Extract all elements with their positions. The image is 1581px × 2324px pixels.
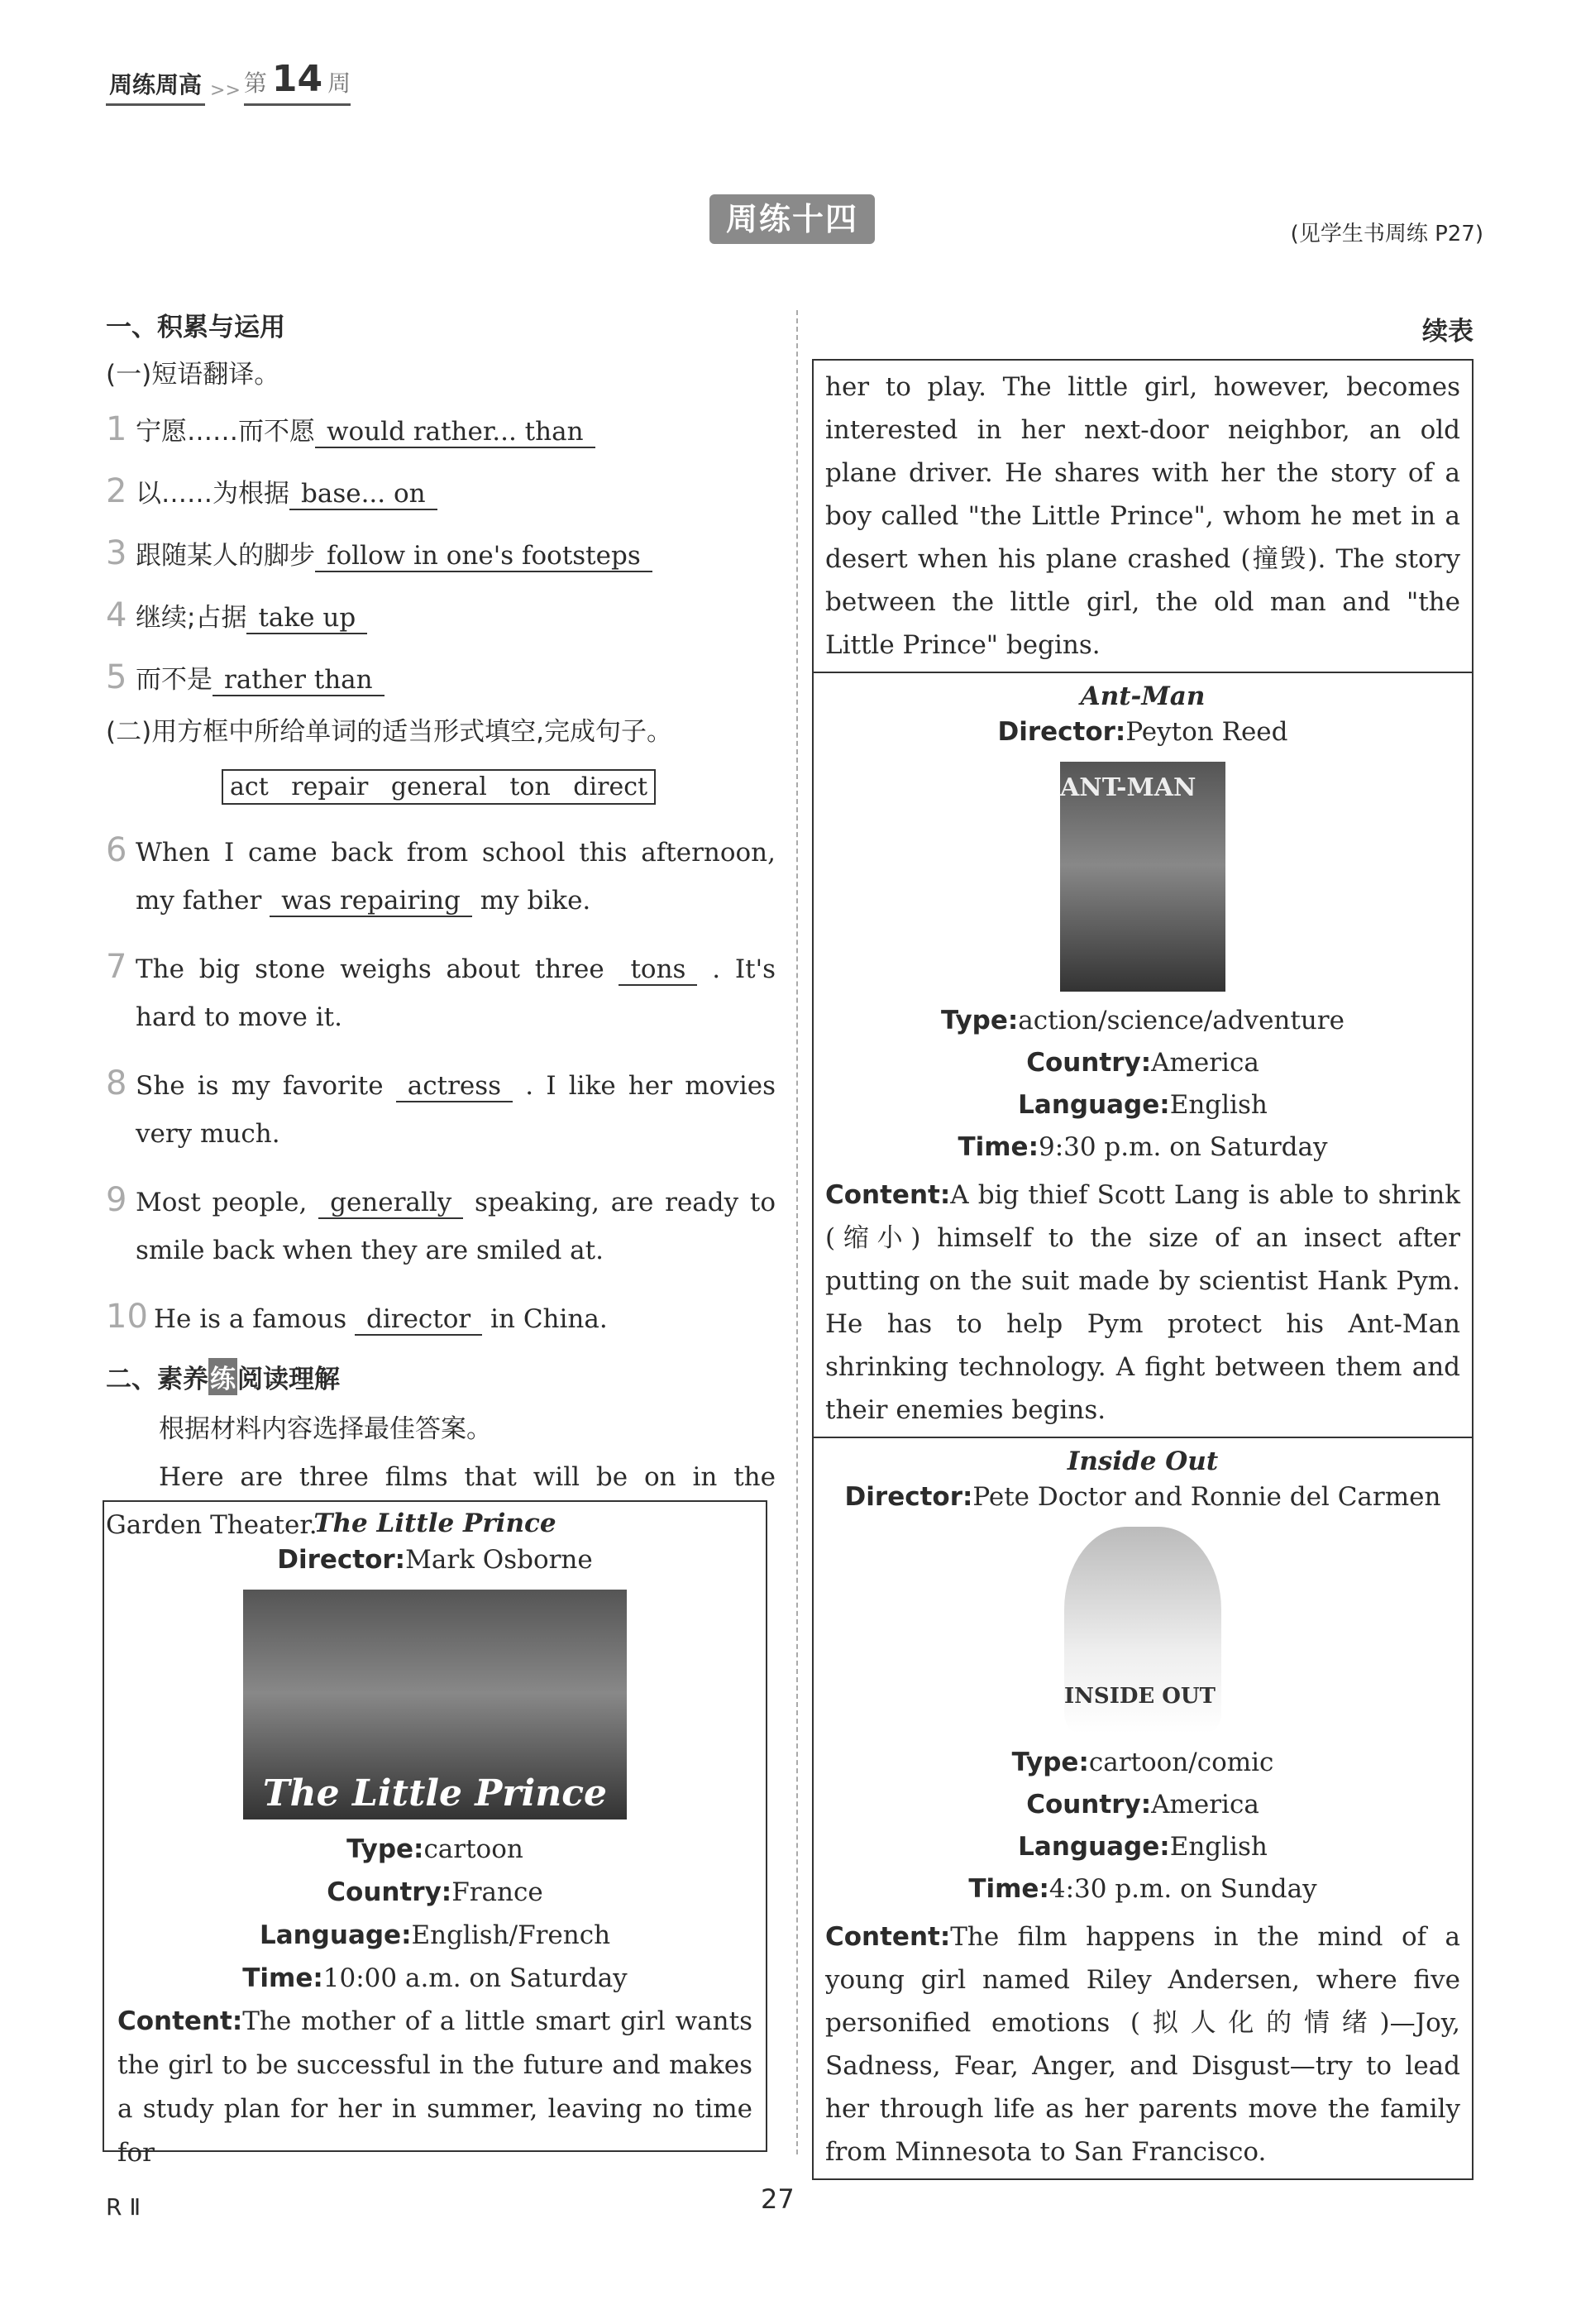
section1-title: 一、积累与运用	[106, 313, 285, 342]
answer-blank: take up	[246, 603, 367, 634]
answer-blank: generally	[318, 1188, 463, 1219]
phrase-chinese: 跟随某人的脚步	[136, 541, 315, 571]
phrase-item	[106, 591, 776, 642]
right-column	[812, 310, 1474, 2180]
film-country: Country:America	[1026, 1048, 1259, 1078]
sentence-item	[106, 1059, 776, 1158]
film-type: Type:cartoon/comic	[1011, 1748, 1274, 1777]
film-director: Director:Peyton Reed	[997, 717, 1288, 747]
question-number: 1	[106, 410, 127, 448]
sentence-text: Most people, generally speaking, are ready to smile back when they are smiled at.	[136, 1188, 776, 1265]
sentence-item	[106, 1176, 776, 1274]
film-content: Content:A big thief Scott Lang is able to shrink (缩小) himself to the size of an insect after putting on the suit made by scientist Hank Pym. He has to help Pym protect his Ant-Man shrinking technology. A fight between them and their enemies begins.	[825, 1180, 1460, 1425]
arrow-icon: >>	[210, 80, 241, 101]
page-number: 27	[761, 2183, 795, 2215]
instruction: 根据材料内容选择最佳答案。	[159, 1414, 492, 1444]
phrase-item	[106, 653, 776, 704]
film-language: Language:English/French	[259, 1920, 611, 1950]
film-director: Director:Mark Osborne	[277, 1545, 593, 1575]
section2-title: 二、素养练阅读理解	[106, 1358, 776, 1395]
part1-title: (一)短语翻译。	[106, 360, 280, 390]
poster-title: ANT-MAN	[1060, 773, 1196, 802]
answer-blank: was repairing	[270, 886, 472, 917]
film-box-little-prince	[103, 1500, 767, 2168]
phrase-item	[106, 467, 776, 518]
practice-mark: 练	[208, 1358, 237, 1395]
answer-blank: follow in one's footsteps	[315, 541, 652, 572]
question-number: 4	[106, 596, 127, 634]
poster-title: The Little Prince	[262, 1772, 608, 1815]
film-title: The Little Prince	[313, 1509, 556, 1538]
question-number: 6	[106, 831, 127, 869]
film-director: Director:Pete Doctor and Ronnie del Carmen	[844, 1482, 1441, 1512]
question-number: 10	[106, 1298, 148, 1336]
film-poster	[243, 1590, 627, 1820]
sentence-text: When I came back from school this afternoon, my father was repairing my bike.	[136, 838, 776, 916]
film-time: Time:10:00 a.m. on Saturday	[242, 1963, 628, 1993]
sentence-text: He is a famous director in China.	[154, 1304, 608, 1334]
film-type: Type:action/science/adventure	[941, 1006, 1345, 1035]
film-poster	[1064, 1527, 1221, 1733]
poster-title: INSIDE OUT	[1064, 1684, 1216, 1709]
answer-blank: rather than	[213, 665, 385, 696]
footer-code: R Ⅱ	[106, 2193, 141, 2221]
film-time: Time:4:30 p.m. on Sunday	[968, 1874, 1317, 1904]
phrase-chinese: 宁愿……而不愿	[136, 417, 315, 447]
film-box-ant-man	[812, 672, 1474, 1437]
phrase-item	[106, 529, 776, 580]
word-box: act repair general ton direct	[222, 769, 656, 805]
phrase-item	[106, 405, 776, 456]
book-reference: (见学生书周练 P27)	[1290, 222, 1483, 246]
film-time: Time:9:30 p.m. on Saturday	[958, 1132, 1328, 1162]
answer-blank: director	[355, 1304, 482, 1336]
film-box-little-prince-cont	[812, 359, 1474, 672]
question-number: 2	[106, 472, 127, 510]
answer-blank: base... on	[289, 479, 437, 510]
page-header	[106, 58, 351, 106]
answer-blank: tons	[619, 954, 697, 986]
question-number: 8	[106, 1064, 127, 1102]
film-content-continued: her to play. The little girl, however, becomes interested in her next-door neighbor, an old plane driver. He shares with her the story of a boy called "the Little Prince", whom he met in a desert when his plane crashed (撞毁). The story between the little girl, the old man and "the Little Prince" begins.	[825, 372, 1460, 660]
question-number: 9	[106, 1181, 127, 1219]
answer-blank: actress	[396, 1071, 513, 1102]
film-type: Type:cartoon	[346, 1834, 523, 1864]
part2-title: (二)用方框中所给单词的适当形式填空,完成句子。	[106, 717, 673, 747]
phrase-chinese: 而不是	[136, 665, 213, 695]
week-label: 第 14 周	[244, 58, 351, 106]
film-box-inside-out	[812, 1437, 1474, 2180]
film-title: Inside Out	[1067, 1447, 1219, 1476]
phrase-chinese: 以……为根据	[136, 479, 289, 509]
film-country: Country:France	[327, 1877, 543, 1907]
film-country: Country:America	[1026, 1790, 1259, 1820]
question-number: 3	[106, 534, 127, 572]
sentence-text: The big stone weighs about three tons . It's hard to move it.	[136, 954, 776, 1032]
film-language: Language:English	[1018, 1832, 1268, 1862]
question-number: 7	[106, 948, 127, 986]
sentence-item	[106, 826, 776, 925]
intro-text: Here are three films that will be on in the Garden Theater.	[106, 1462, 776, 1540]
film-title: Ant-Man	[1080, 681, 1206, 711]
film-content: Content:The mother of a little smart girl wants the girl to be successful in the future and makes a study plan for her in summer, leaving no time for	[117, 2006, 752, 2168]
question-number: 5	[106, 658, 127, 696]
film-content: Content:The film happens in the mind of a young girl named Riley Andersen, where five personified emotions (拟人化的情绪)—Joy, Sadness, Fear, Anger, and Disgust—try to lead her through life as her parents move the family from Minnesota to San Francisco.	[825, 1922, 1460, 2167]
sentence-item	[106, 1293, 776, 1343]
film-poster	[1060, 762, 1225, 992]
column-divider	[796, 310, 798, 2154]
continued-label: 续表	[1422, 317, 1474, 347]
answer-blank: would rather... than	[315, 417, 595, 448]
phrase-chinese: 继续;占据	[136, 603, 247, 633]
title-badge: 周练十四	[709, 194, 875, 244]
left-column	[106, 306, 776, 1549]
series-tag: 周练周高	[106, 67, 205, 106]
sentence-item	[106, 943, 776, 1041]
film-language: Language:English	[1018, 1090, 1268, 1120]
sentence-text: She is my favorite actress . I like her movies very much.	[136, 1071, 776, 1149]
